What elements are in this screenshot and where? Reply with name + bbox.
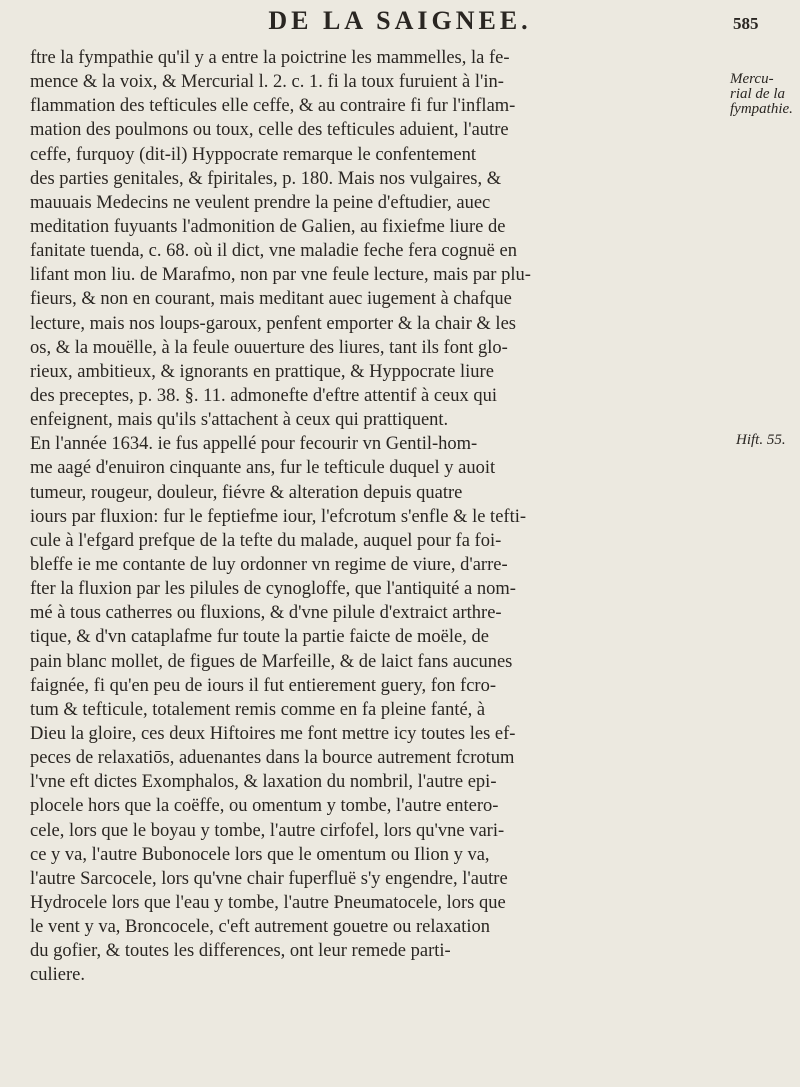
text-line: l'vne eft dictes Exomphalos, & laxation du nombril, l'autre epi- [30,772,497,793]
text-line: ftre la fympathie qu'il y a entre la poictrine les mammelles, la fe- [30,48,510,68]
margin-note-line: rial de la [730,86,785,102]
text-line: lifant mon liu. de Marafmo, non par vne feule lecture, mais par plu- [30,265,531,286]
text-line: tique, & d'vn cataplafme fur toute la partie faicte de moële, de [30,627,489,648]
text-line: ce y va, l'autre Bubonocele lors que le omentum ou Ilion y va, [30,844,490,865]
page-number: 585 [733,14,759,33]
text-line: bleffe ie me contante de luy ordonner vn regime de viure, d'arre- [30,554,508,575]
text-line: faignée, fi qu'en peu de iours il fut entierement guery, fon fcro- [30,675,496,696]
text-line: enfeignent, mais qu'ils s'attachent à ceux qui prattiquent. [30,410,449,431]
text-line: pain blanc mollet, de figues de Marfeille, & de laict fans aucunes [30,651,513,672]
margin-note-line: fympathie. [730,101,793,117]
text-line: peces de relaxatiōs, aduenantes dans la bource autrement fcrotum [30,748,515,769]
text-line: le vent y va, Broncocele, c'eft autrement gouetre ou relaxation [30,917,490,938]
text-line: tum & tefticule, totalement remis comme en fa pleine fanté, à [30,699,486,720]
text-line: l'autre Sarcocele, lors qu'vne chair fuperfluë s'y engendre, l'autre [30,868,508,889]
text-line: Hydrocele lors que l'eau y tombe, l'autre Pneumatocele, lors que [30,892,506,913]
text-line: os, & la mouëlle, à la feule ouuerture des liures, tant ils font glo- [30,337,508,358]
margin-note-histoire [736,433,800,448]
text-line: Dieu la gloire, ces deux Hiftoires me font mettre icy toutes les ef- [30,723,516,744]
margin-note-line: Mercu- [730,71,774,87]
text-line: En l'année 1634. ie fus appellé pour fecourir vn Gentil-hom- [30,434,478,455]
margin-note-mercurial [730,72,800,117]
text-line: mauuais Medecins ne veulent prendre la peine d'eftudier, auec [30,192,491,213]
text-line: fanitate tuenda, c. 68. où il dict, vne maladie feche fera cognuë en [30,241,517,262]
text-line: mé à tous catherres ou fluxions, & d'vne pilule d'extraict arthre- [30,603,502,624]
text-line: culiere. [30,965,85,986]
text-line: rieux, ambitieux, & ignorants en prattique, & Hyppocrate liure [30,361,494,382]
text-line: plocele hors que la coëffe, ou omentum y tombe, l'autre entero- [30,796,499,817]
text-line: mence & la voix, & Mercurial l. 2. c. 1. fi la toux furuient à l'in- [30,72,504,93]
text-line: lecture, mais nos loups-garoux, penfent emporter & la chair & les [30,313,516,334]
text-line: mation des poulmons ou toux, celle des tefticules aduient, l'autre [30,120,509,141]
text-line: fieurs, & non en courant, mais meditant auec iugement à chafque [30,289,512,310]
text-line: me aagé d'enuiron cinquante ans, fur le tefticule duquel y auoit [30,458,496,479]
margin-note-line: Hift. 55. [736,432,786,448]
text-line: du gofier, & toutes les differences, ont leur remede parti- [30,941,451,962]
text-line: tumeur, rougeur, douleur, fiévre & alteration depuis quatre [30,482,463,503]
text-line: cule à l'efgard prefque de la tefte du malade, auquel pour fa foi- [30,530,502,551]
text-line: ceffe, furquoy (dit-il) Hyppocrate remarque le confentement [30,144,477,165]
running-head: DE LA SAIGNEE. [268,6,532,35]
text-line: flammation des tefticules elle ceffe, & au contraire fi fur l'inflam- [30,96,516,117]
text-line: meditation fuyuants l'admonition de Galien, au fixiefme liure de [30,216,506,237]
text-line: des parties genitales, & fpiritales, p. 180. Mais nos vulgaires, & [30,168,502,189]
text-line: cele, lors que le boyau y tombe, l'autre cirfofel, lors qu'vne vari- [30,820,505,841]
text-line: des preceptes, p. 38. §. 11. admonefte d'eftre attentif à ceux qui [30,385,498,406]
body-text [30,46,728,987]
text-line: fter la fluxion par les pilules de cynogloffe, que l'antiquité a nom- [30,579,516,600]
text-line: iours par fluxion: fur le feptiefme iour, l'efcrotum s'enfle & le tefti- [30,506,527,527]
